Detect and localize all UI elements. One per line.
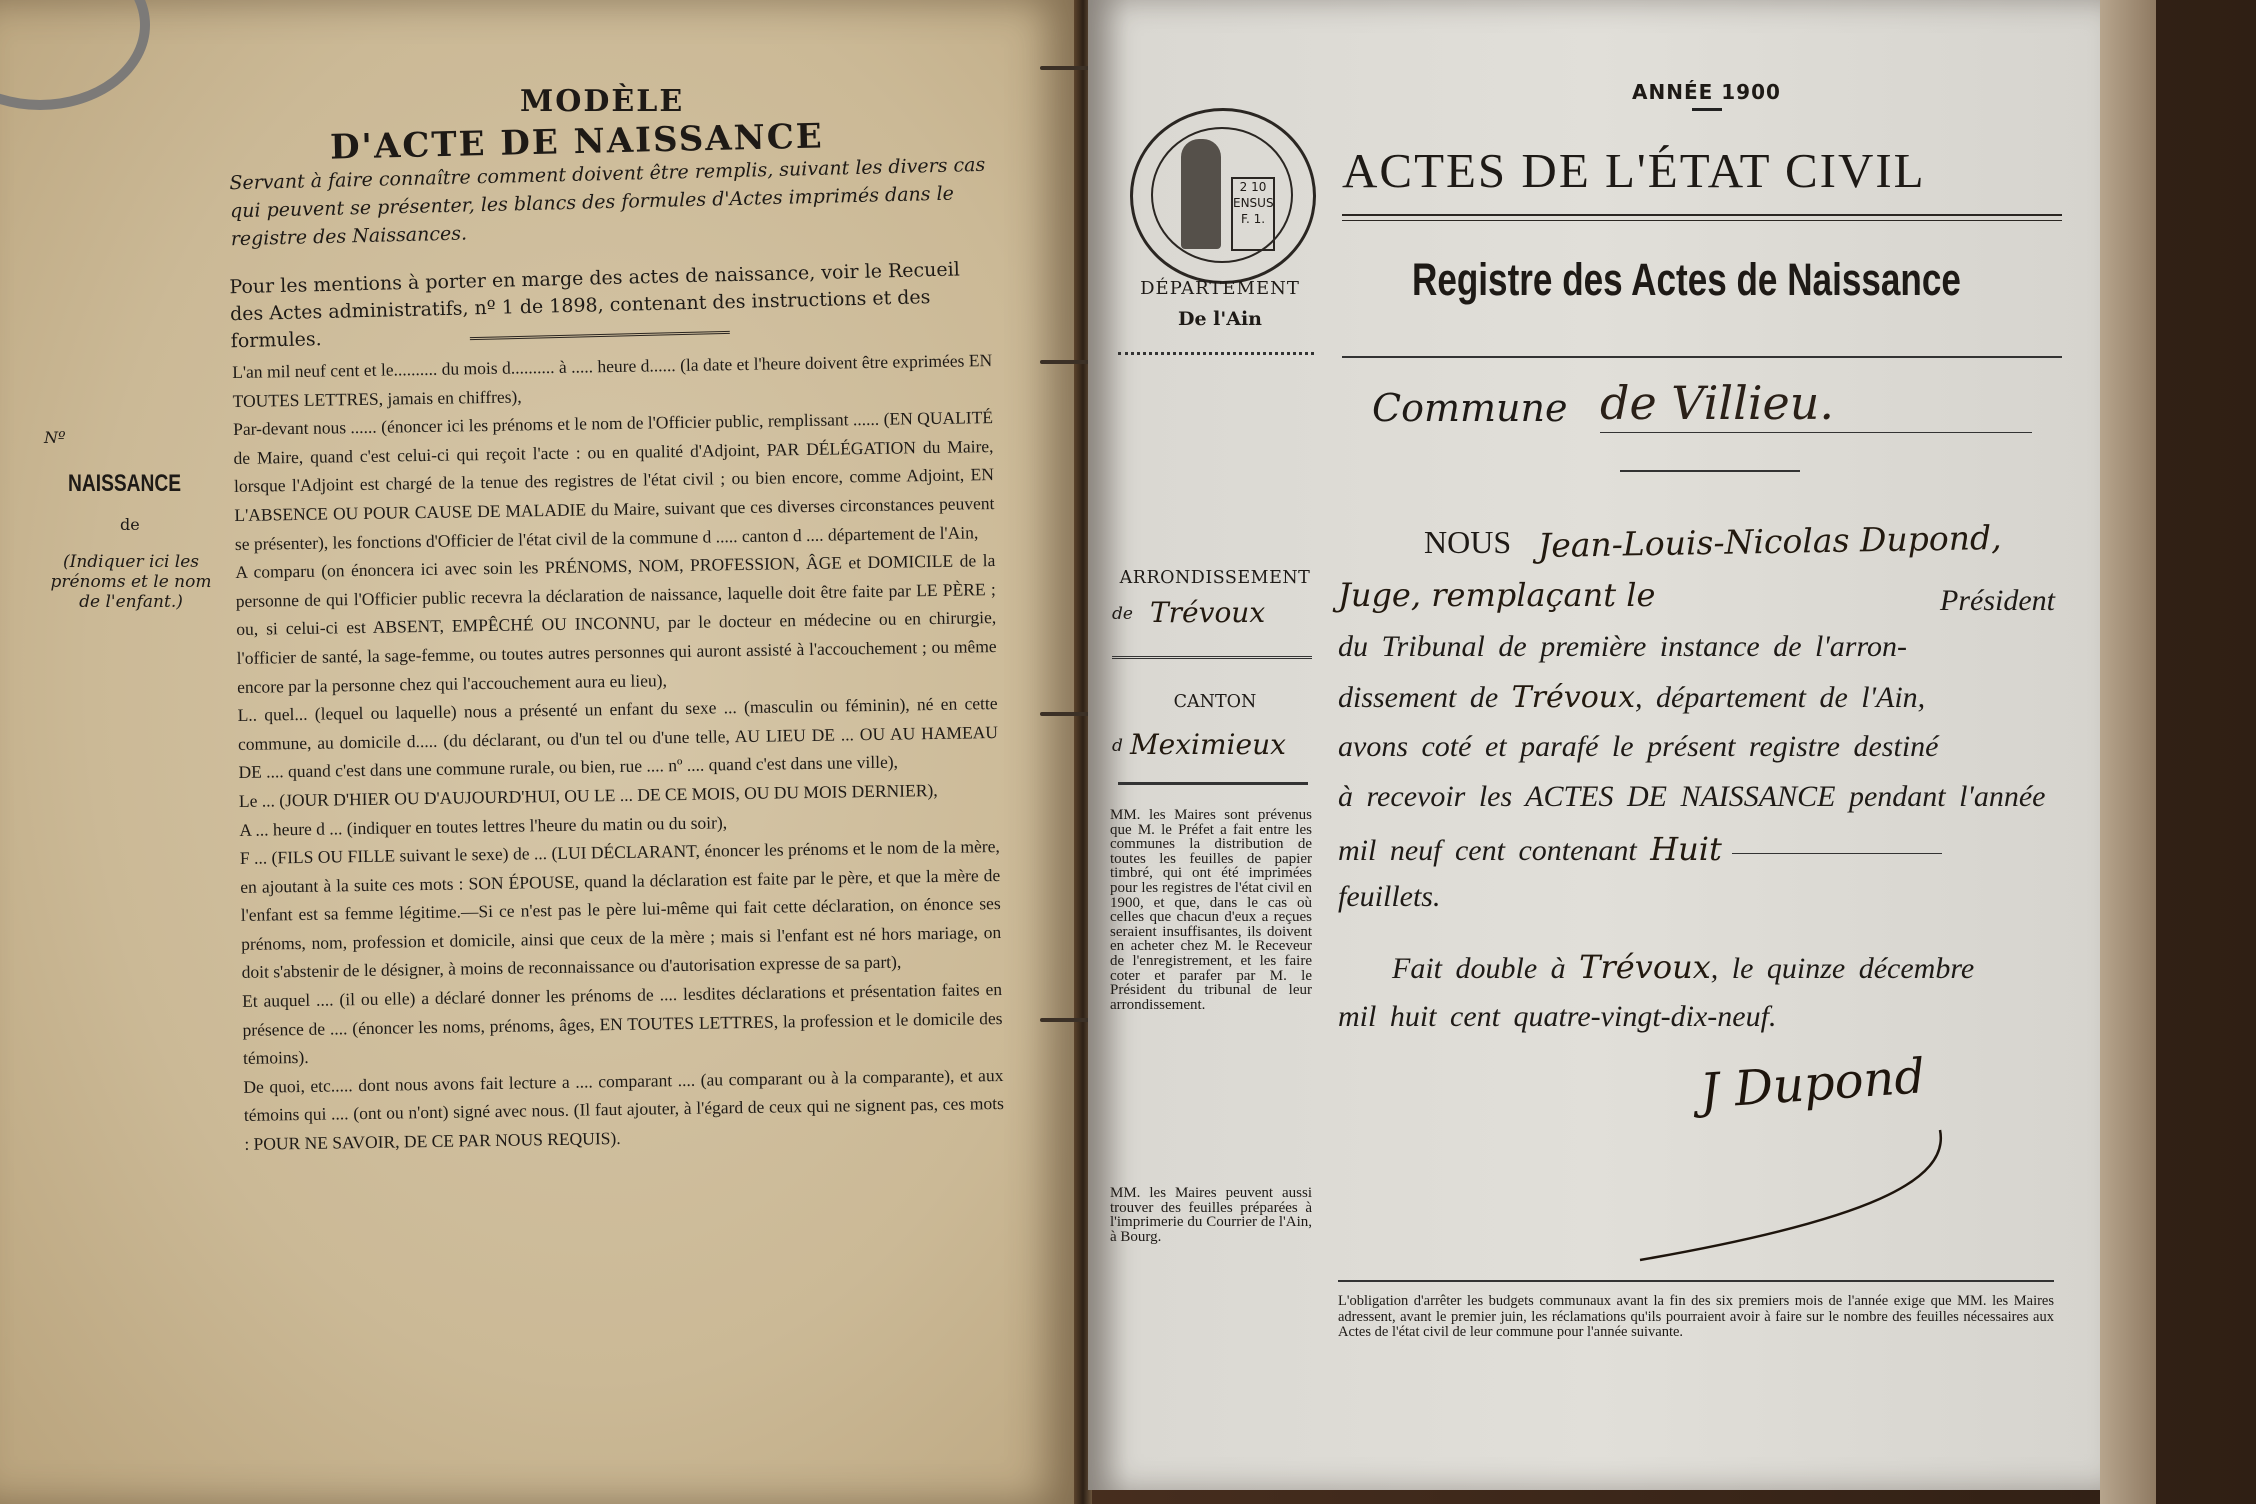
judge-name-handwritten: Jean-Louis-Nicolas Dupond, xyxy=(1537,517,2002,566)
year-underline xyxy=(1692,108,1722,111)
model-paragraph: A comparu (on énoncera ici avec soin les PRÉNOMS, NOM, PROFESSION, ÂGE et DOMICILE de la personne de qui l'Officier public recevra la déclaration de naissance, laquelle doit être faite par LE PÈRE ; ou, si celui-ci est ABSENT, EMPÊCHÉ OU INCONNU, par le docteur en médecine ou en chirurgie, l'officier de santé, la sage-femme, ou toutes autres personnes qui auront assisté à l'accouchement ; ou même encore par la personne chez qui l'accouchement aura eu lieu), xyxy=(235,550,997,697)
judge-signature: J Dupond xyxy=(1698,1048,1927,1120)
city-handwritten: Trévoux xyxy=(1579,948,1711,986)
body-line-feuillets: feuillets. xyxy=(1338,880,1441,913)
registre-title: Registre des Actes de Naissance xyxy=(1412,254,1961,305)
marianne-figure-icon xyxy=(1181,139,1221,249)
mayors-note-2: MM. les Maires peuvent aussi trouver des feuilles préparées à l'imprimerie du Courrier de l'Ain, à Bourg. xyxy=(1110,1185,1312,1245)
arrondissement-de: de xyxy=(1112,604,1133,624)
year-heading: ANNÉE 1900 xyxy=(1632,80,1781,104)
commune-underline xyxy=(1600,432,2032,433)
model-paragraph: Par-devant nous ...... (énoncer ici les prénoms et le nom de l'Officier public, remplissant ...... (EN QUALITÉ de Maire, quand c'est celui-ci qui reçoit l'acte : ou en qualité d'Adjoint, PAR DÉLÉGATION du Maire, lorsque l'Adjoint est chargé de la tenue des registres de l'état civil ; ou bien encore, comme Adjoint, EN L'ABSENCE OU POUR CAUSE DE MALADIE du Maire, suivant que ces diverses circonstances peuvent se présenter), les fonctions d'Officier de l'état civil de la commune d ..... canton d .... département de l'Ain, xyxy=(232,407,995,554)
nous-label: NOUS xyxy=(1424,524,1512,560)
count-handwritten: Huit xyxy=(1650,830,1722,868)
commune-name-handwritten: de Villieu. xyxy=(1600,376,1835,430)
left-mentions: Pour les mentions à porter en marge des actes de naissance, voir le Recueil des Actes administratifs, nº 1 de 1898, contenant des instructions et des formules. xyxy=(229,258,961,353)
republic-seal-icon xyxy=(1130,108,1316,284)
section-rule xyxy=(1342,356,2062,358)
body-line-avons: avons coté et parafé le présent registre destiné xyxy=(1338,730,1939,763)
model-paragraph: Et auquel .... (il ou elle) a déclaré donner les prénoms de .... lesdites déclarations et présentation faites en présence de .... (énoncer les noms, prénoms, âges, EN TOUTES LETTRES, la profession et le domicile des témoins). xyxy=(241,979,1003,1069)
body-line-dissement xyxy=(1338,680,1925,715)
departement-label: DÉPARTEMENT xyxy=(1140,278,1300,299)
arrondissement-name-handwritten: Trévoux xyxy=(1150,596,1266,629)
title-rule xyxy=(1342,214,2062,221)
body-text: mil neuf cent contenant xyxy=(1338,834,1637,867)
body-line-mil xyxy=(1338,830,1942,868)
body-text: , le quinze décembre xyxy=(1710,952,1975,985)
margin-instruction: (Indiquer ici les prénoms et le nom de l'enfant.) xyxy=(50,552,212,612)
model-paragraph: L.. quel... (lequel ou laquelle) nous a présenté un enfant du sexe ... (masculin ou féminin), né en cette commune, au domicile d..... (du déclarant, ou d'un tel ou d'une telle, AU LIEU DE ... OU AU HAMEAU DE .... quand c'est dans une commune rurale, ou bien, rue .... nº .... quand c'est dans une ville), xyxy=(237,693,999,783)
left-subtitle: Servant à faire connaître comment doivent être remplis, suivant les divers cas qui peuvent se présenter, les blancs des formules d'Actes imprimés dans le registre des Naissances. xyxy=(229,153,986,251)
mayors-note-1: MM. les Maires sont prévenus que M. le Préfet a fait entre les communes la distribution de toutes les feuilles de papier timbré, qui ont été imprimées pour les registres de l'état civil en 1900, et que, dans le cas où celles que chacun d'eux a reçues seraient insuffisantes, ils doivent en acheter chez M. le Receveur de l'enregistrement, et les faire coter et parafer par M. le Président du tribunal de leur arrondissement. xyxy=(1110,807,1312,1013)
column-rule xyxy=(1118,782,1308,785)
body-line-recevoir: à recevoir les ACTES DE NAISSANCE pendant l'année xyxy=(1338,780,2046,813)
judge-role-handwritten: Juge, remplaçant le xyxy=(1338,576,1656,614)
fait-double-line xyxy=(1392,948,1974,986)
column-rule xyxy=(1112,656,1312,662)
date-line: mil huit cent quatre-vingt-dix-neuf. xyxy=(1338,1000,1777,1033)
commune-label: Commune xyxy=(1372,386,1568,430)
canton-name-handwritten: Meximieux xyxy=(1130,728,1286,761)
seal-stamp-box: 2 10 ENSUS F. 1. xyxy=(1231,177,1275,251)
cover-edge xyxy=(2100,0,2156,1504)
left-title-acte: D'ACTE DE NAISSANCE xyxy=(329,116,825,168)
model-paragraph: F ... (FILS OU FILLE suivant le sexe) de ... (LUI DÉCLARANT, énoncer les prénoms et le nom de la mère, en ajoutant à la suite ces mots : SON ÉPOUSE, quand la déclaration est faite par le père, et que la mère de l'enfant est sa femme légitime.—Si ce n'est pas le père lui-même qui fait cette déclaration, on énonce ses prénoms, nom, profession et domicile, ainsi que ceux de la mère ; mais si l'enfant est né hors mariage, on doit s'abstenir de le désigner, à moins de reconnaissance ou d'autorisation expresse de sa part), xyxy=(239,836,1002,983)
footnote: L'obligation d'arrêter les budgets communaux avant la fin des six premiers mois de l'année exige que MM. les Maires adressent, avant le premier juin, les réclamations qu'ils pourraient avoir à faire sur le nombre des feuilles nécessaires aux Actes de l'état civil de leur commune pour l'année suivante. xyxy=(1338,1293,2054,1340)
margin-number-label: Nº xyxy=(44,428,66,447)
margin-naissance-label: NAISSANCE xyxy=(68,470,182,497)
model-paragraph: Le ... (JOUR D'HIER OU D'AUJOURD'HUI, OU LE ... DE CE MOIS, OU DU MOIS DERNIER), xyxy=(238,779,938,811)
body-text: Fait double à xyxy=(1392,952,1566,985)
ornament-divider xyxy=(1620,470,1800,472)
model-paragraph: A ... heure d ... (indiquer en toutes lettres l'heure du matin ou du soir), xyxy=(239,811,728,840)
body-line-tribunal: du Tribunal de première instance de l'arron- xyxy=(1338,630,1908,663)
arrondissement-label: ARRONDISSEMENT xyxy=(1119,568,1311,588)
body-text: dissement de xyxy=(1338,681,1499,714)
model-paragraph: L'an mil neuf cent et le.......... du mois d.......... à ..... heure d...... (la date et l'heure doivent être exprimées EN TOUTES LETTRES, jamais en chiffres), xyxy=(232,350,993,411)
model-act-body xyxy=(232,346,1004,1158)
body-text: , département de l'Ain, xyxy=(1635,681,1926,714)
model-paragraph: De quoi, etc..... dont nous avons fait lecture a .... comparant .... (au comparant ou à la comparante), et aux témoins qui .... (ont ou n'ont) signé avec nous. (Il faut ajouter, à l'égard de ceux qui ne signent pas, ces mots : POUR NE SAVOIR, DE CE PAR NOUS REQUIS). xyxy=(243,1064,1004,1154)
signature-flourish-icon xyxy=(1620,1120,1960,1270)
binder-ring-icon xyxy=(0,0,150,110)
footnote-rule xyxy=(1338,1280,2054,1282)
city-handwritten: Trévoux xyxy=(1511,680,1635,715)
canton-label: CANTON xyxy=(1173,692,1257,712)
left-page xyxy=(0,0,1078,1504)
main-title: ACTES DE L'ÉTAT CIVIL xyxy=(1342,143,1926,198)
left-title-modele: MODÈLE xyxy=(520,84,685,119)
canton-d: d xyxy=(1112,736,1123,756)
margin-de-label: de xyxy=(120,515,140,534)
wavy-divider xyxy=(1118,344,1314,355)
president-label: Président xyxy=(1940,584,2055,617)
departement-name: De l'Ain xyxy=(1178,308,1262,330)
fill-line xyxy=(1732,853,1942,854)
